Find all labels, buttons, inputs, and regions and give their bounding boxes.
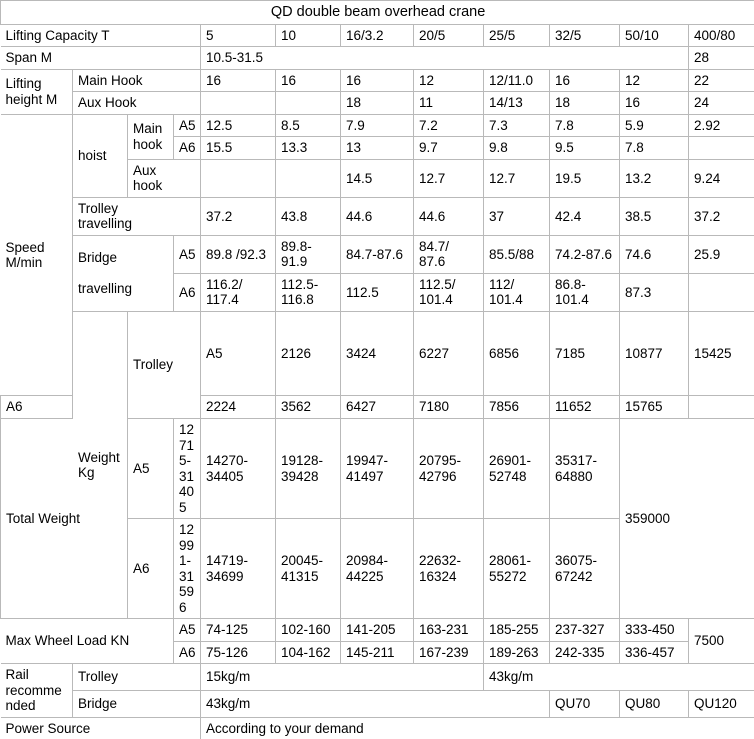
- lifting-height-main-cell: 12: [414, 69, 484, 92]
- label-hoist-main-hook: Main hook: [128, 114, 174, 159]
- hoist-main-a5-cell: 7.2: [414, 114, 484, 137]
- hoist-main-a6-cell: 9.8: [484, 137, 550, 160]
- max-wheel-load-a6-cell: 242-335: [550, 641, 620, 664]
- capacity-cell: 5: [201, 24, 276, 47]
- label-a5: A5: [201, 311, 276, 396]
- lifting-height-main-cell: 22: [689, 69, 754, 92]
- trolley-weight-a6-cell: [689, 396, 754, 419]
- hoist-main-a6-cell: 15.5: [201, 137, 276, 160]
- bridge-a5-cell: 25.9: [689, 235, 754, 273]
- bridge-a5-cell: 85.5/88: [484, 235, 550, 273]
- trolley-weight-a5-cell: 2126: [276, 311, 341, 396]
- hoist-aux-cell: [201, 159, 276, 197]
- total-weight-a6-cell: 12991-31596: [174, 519, 201, 619]
- rail-trolley-left-cell: 15kg/m: [201, 664, 484, 691]
- table-row-rail-bridge: [1, 690, 754, 717]
- hoist-aux-cell: 12.7: [484, 159, 550, 197]
- lifting-height-main-cell: 12: [620, 69, 689, 92]
- label-trolley-travelling: Trolley travelling: [73, 197, 201, 235]
- trolley-travelling-cell: 37: [484, 197, 550, 235]
- hoist-main-a6-cell: 13: [341, 137, 414, 160]
- hoist-aux-cell: 13.2: [620, 159, 689, 197]
- max-wheel-load-a6-cell: 336-457: [620, 641, 689, 664]
- bridge-a5-cell: 89.8 /92.3: [201, 235, 276, 273]
- max-wheel-load-a5-cell: 333-450: [620, 619, 689, 642]
- span-value: 10.5-31.5: [201, 47, 689, 70]
- label-a6: A6: [128, 519, 174, 619]
- max-wheel-load-a5-cell: 185-255: [484, 619, 550, 642]
- hoist-main-a6-cell: [689, 137, 754, 160]
- lifting-height-aux-cell: 16: [620, 92, 689, 115]
- total-weight-a6-cell: 20045-41315: [276, 519, 341, 619]
- trolley-weight-a6-cell: 7180: [414, 396, 484, 419]
- bridge-a6-cell: 86.8-101.4: [550, 273, 620, 311]
- trolley-weight-a6-cell: 7856: [484, 396, 550, 419]
- trolley-travelling-cell: 37.2: [689, 197, 754, 235]
- label-lifting-capacity: Lifting Capacity T: [1, 24, 201, 47]
- total-weight-a5-cell: 19128-39428: [276, 418, 341, 518]
- table-row-trolley-travelling: [1, 197, 754, 235]
- total-weight-a5-cell: 19947-41497: [341, 418, 414, 518]
- label-rail-recommended: Rail recommended: [1, 664, 73, 718]
- table-row-total-weight-a5: [1, 418, 754, 518]
- total-weight-a6-cell: 14719-34699: [201, 519, 276, 619]
- trolley-weight-a6-cell: 2224: [201, 396, 276, 419]
- hoist-main-a5-cell: 12.5: [201, 114, 276, 137]
- max-wheel-load-a6-cell: 104-162: [276, 641, 341, 664]
- label-total-weight: Total Weight: [1, 418, 128, 618]
- capacity-cell: 20/5: [414, 24, 484, 47]
- hoist-aux-cell: [276, 159, 341, 197]
- max-wheel-load-last-cell: 7500: [689, 619, 754, 664]
- hoist-aux-cell: 19.5: [550, 159, 620, 197]
- rail-bridge-qu70-cell: QU70: [550, 690, 620, 717]
- capacity-cell: 32/5: [550, 24, 620, 47]
- hoist-main-a6-cell: 7.8: [620, 137, 689, 160]
- label-aux-hook: Aux Hook: [73, 92, 201, 115]
- lifting-height-aux-cell: [201, 92, 276, 115]
- hoist-main-a5-cell: 5.9: [620, 114, 689, 137]
- total-weight-a5-cell: 26901-52748: [484, 418, 550, 518]
- trolley-weight-a6-cell: 3562: [276, 396, 341, 419]
- span-value-last: 28: [689, 47, 754, 70]
- label-span: Span M: [1, 47, 201, 70]
- bridge-a6-cell: 112.5: [341, 273, 414, 311]
- capacity-cell: 25/5: [484, 24, 550, 47]
- table-row-power-source: [1, 717, 754, 739]
- hoist-main-a5-cell: 7.9: [341, 114, 414, 137]
- hoist-main-a5-cell: 7.8: [550, 114, 620, 137]
- lifting-height-aux-cell: 24: [689, 92, 754, 115]
- bridge-a5-cell: 74.2-87.6: [550, 235, 620, 273]
- hoist-main-a5-cell: 2.92: [689, 114, 754, 137]
- table-row-lifting-capacity: [1, 24, 754, 47]
- max-wheel-load-a5-cell: 237-327: [550, 619, 620, 642]
- label-speed: Speed M/min: [1, 114, 73, 396]
- lifting-height-aux-cell: 18: [341, 92, 414, 115]
- label-a6: A6: [174, 641, 201, 664]
- table-row-span: [1, 47, 754, 70]
- label-hoist: hoist: [73, 114, 128, 197]
- hoist-main-a6-cell: 9.7: [414, 137, 484, 160]
- label-weight: Weight Kg: [73, 311, 128, 618]
- trolley-travelling-cell: 37.2: [201, 197, 276, 235]
- trolley-weight-a5-cell: 7185: [550, 311, 620, 396]
- lifting-height-main-cell: 16: [341, 69, 414, 92]
- lifting-height-aux-cell: 14/13: [484, 92, 550, 115]
- max-wheel-load-a5-cell: 102-160: [276, 619, 341, 642]
- rail-bridge-qu120-cell: QU120: [689, 690, 754, 717]
- bridge-a5-cell: 89.8-91.9: [276, 235, 341, 273]
- total-weight-last-cell: 359000: [620, 418, 689, 618]
- hoist-main-a5-cell: 8.5: [276, 114, 341, 137]
- label-a5: A5: [174, 619, 201, 642]
- max-wheel-load-a6-cell: 167-239: [414, 641, 484, 664]
- label-trolley-weight: Trolley: [128, 311, 201, 418]
- bridge-a5-cell: 84.7/ 87.6: [414, 235, 484, 273]
- trolley-travelling-cell: 38.5: [620, 197, 689, 235]
- lifting-height-main-cell: 16: [276, 69, 341, 92]
- rail-bridge-left-cell: 43kg/m: [201, 690, 550, 717]
- total-weight-a6-cell: 20984-44225: [341, 519, 414, 619]
- capacity-cell: 10: [276, 24, 341, 47]
- lifting-height-aux-cell: 11: [414, 92, 484, 115]
- page-title: QD double beam overhead crane: [1, 1, 754, 25]
- label-max-wheel-load: Max Wheel Load KN: [1, 619, 174, 664]
- hoist-aux-cell: 12.7: [414, 159, 484, 197]
- bridge-a6-cell: 116.2/ 117.4: [201, 273, 276, 311]
- lifting-height-main-cell: 16: [201, 69, 276, 92]
- label-rail-trolley: Trolley: [73, 664, 201, 691]
- lifting-height-main-cell: 16: [550, 69, 620, 92]
- trolley-weight-a5-cell: 6856: [484, 311, 550, 396]
- lifting-height-aux-cell: [276, 92, 341, 115]
- trolley-travelling-cell: 42.4: [550, 197, 620, 235]
- label-a6: A6: [174, 273, 201, 311]
- max-wheel-load-a5-cell: 163-231: [414, 619, 484, 642]
- bridge-a6-cell: 112.5-116.8: [276, 273, 341, 311]
- label-a5: A5: [174, 114, 201, 137]
- trolley-weight-a5-cell: 6227: [414, 311, 484, 396]
- bridge-a6-cell: 112.5/ 101.4: [414, 273, 484, 311]
- total-weight-a6-cell: 28061-55272: [484, 519, 550, 619]
- total-weight-a5-cell: 20795-42796: [414, 418, 484, 518]
- total-weight-a5-cell: 14270-34405: [201, 418, 276, 518]
- trolley-weight-a5-cell: 10877: [620, 311, 689, 396]
- table-row-lifting-height-main: [1, 69, 754, 92]
- hoist-main-a5-cell: 7.3: [484, 114, 550, 137]
- total-weight-a6-cell: 36075-67242: [550, 519, 620, 619]
- max-wheel-load-a5-cell: 141-205: [341, 619, 414, 642]
- hoist-aux-cell: 9.24: [689, 159, 754, 197]
- table-row-trolley-weight-a5: [1, 311, 754, 396]
- hoist-main-a6-cell: 9.5: [550, 137, 620, 160]
- label-rail-bridge: Bridge: [73, 690, 201, 717]
- max-wheel-load-a5-cell: 74-125: [201, 619, 276, 642]
- table-row-hoist-main-a5: [1, 114, 754, 137]
- bridge-a6-cell: 112/ 101.4: [484, 273, 550, 311]
- label-a6: A6: [174, 137, 201, 160]
- max-wheel-load-a6-cell: 145-211: [341, 641, 414, 664]
- label-bridge-travelling: Bridge travelling: [73, 235, 174, 311]
- label-a6: A6: [1, 396, 73, 419]
- label-a5: A5: [174, 235, 201, 273]
- table-row-bridge-a5: [1, 235, 754, 273]
- bridge-a6-cell: 87.3: [620, 273, 689, 311]
- total-weight-a5-cell: 12715-31405: [174, 418, 201, 518]
- label-a5: A5: [128, 418, 174, 518]
- bridge-a5-cell: 84.7-87.6: [341, 235, 414, 273]
- max-wheel-load-a6-cell: 189-263: [484, 641, 550, 664]
- bridge-a6-cell: [689, 273, 754, 311]
- total-weight-a6-cell: 22632-16324: [414, 519, 484, 619]
- hoist-main-a6-cell: 13.3: [276, 137, 341, 160]
- lifting-height-main-cell: 12/11.0: [484, 69, 550, 92]
- label-power-source: Power Source: [1, 717, 201, 739]
- capacity-cell: 50/10: [620, 24, 689, 47]
- label-main-hook: Main Hook: [73, 69, 201, 92]
- label-hoist-aux-hook: Aux hook: [128, 159, 201, 197]
- capacity-cell: 400/80: [689, 24, 754, 47]
- trolley-travelling-cell: 44.6: [341, 197, 414, 235]
- label-lifting-height: Lifting height M: [1, 69, 73, 114]
- trolley-travelling-cell: 43.8: [276, 197, 341, 235]
- bridge-a5-cell: 74.6: [620, 235, 689, 273]
- trolley-weight-a5-cell: 3424: [341, 311, 414, 396]
- table-row-lifting-height-aux: [1, 92, 754, 115]
- power-source-value: According to your demand: [201, 717, 754, 739]
- lifting-height-aux-cell: 18: [550, 92, 620, 115]
- rail-bridge-qu80-cell: QU80: [620, 690, 689, 717]
- table-row-title: [1, 1, 754, 25]
- hoist-aux-cell: 14.5: [341, 159, 414, 197]
- rail-trolley-right-cell: 43kg/m: [484, 664, 754, 691]
- trolley-weight-a6-cell: 6427: [341, 396, 414, 419]
- trolley-travelling-cell: 44.6: [414, 197, 484, 235]
- total-weight-a5-cell: 35317-64880: [550, 418, 620, 518]
- max-wheel-load-a6-cell: 75-126: [201, 641, 276, 664]
- table-row-max-wheel-load-a5: [1, 619, 754, 642]
- trolley-weight-a6-cell: 15765: [620, 396, 689, 419]
- trolley-weight-a5-cell: 15425: [689, 311, 754, 396]
- table-row-rail-trolley: [1, 664, 754, 691]
- capacity-cell: 16/3.2: [341, 24, 414, 47]
- trolley-weight-a6-cell: 11652: [550, 396, 620, 419]
